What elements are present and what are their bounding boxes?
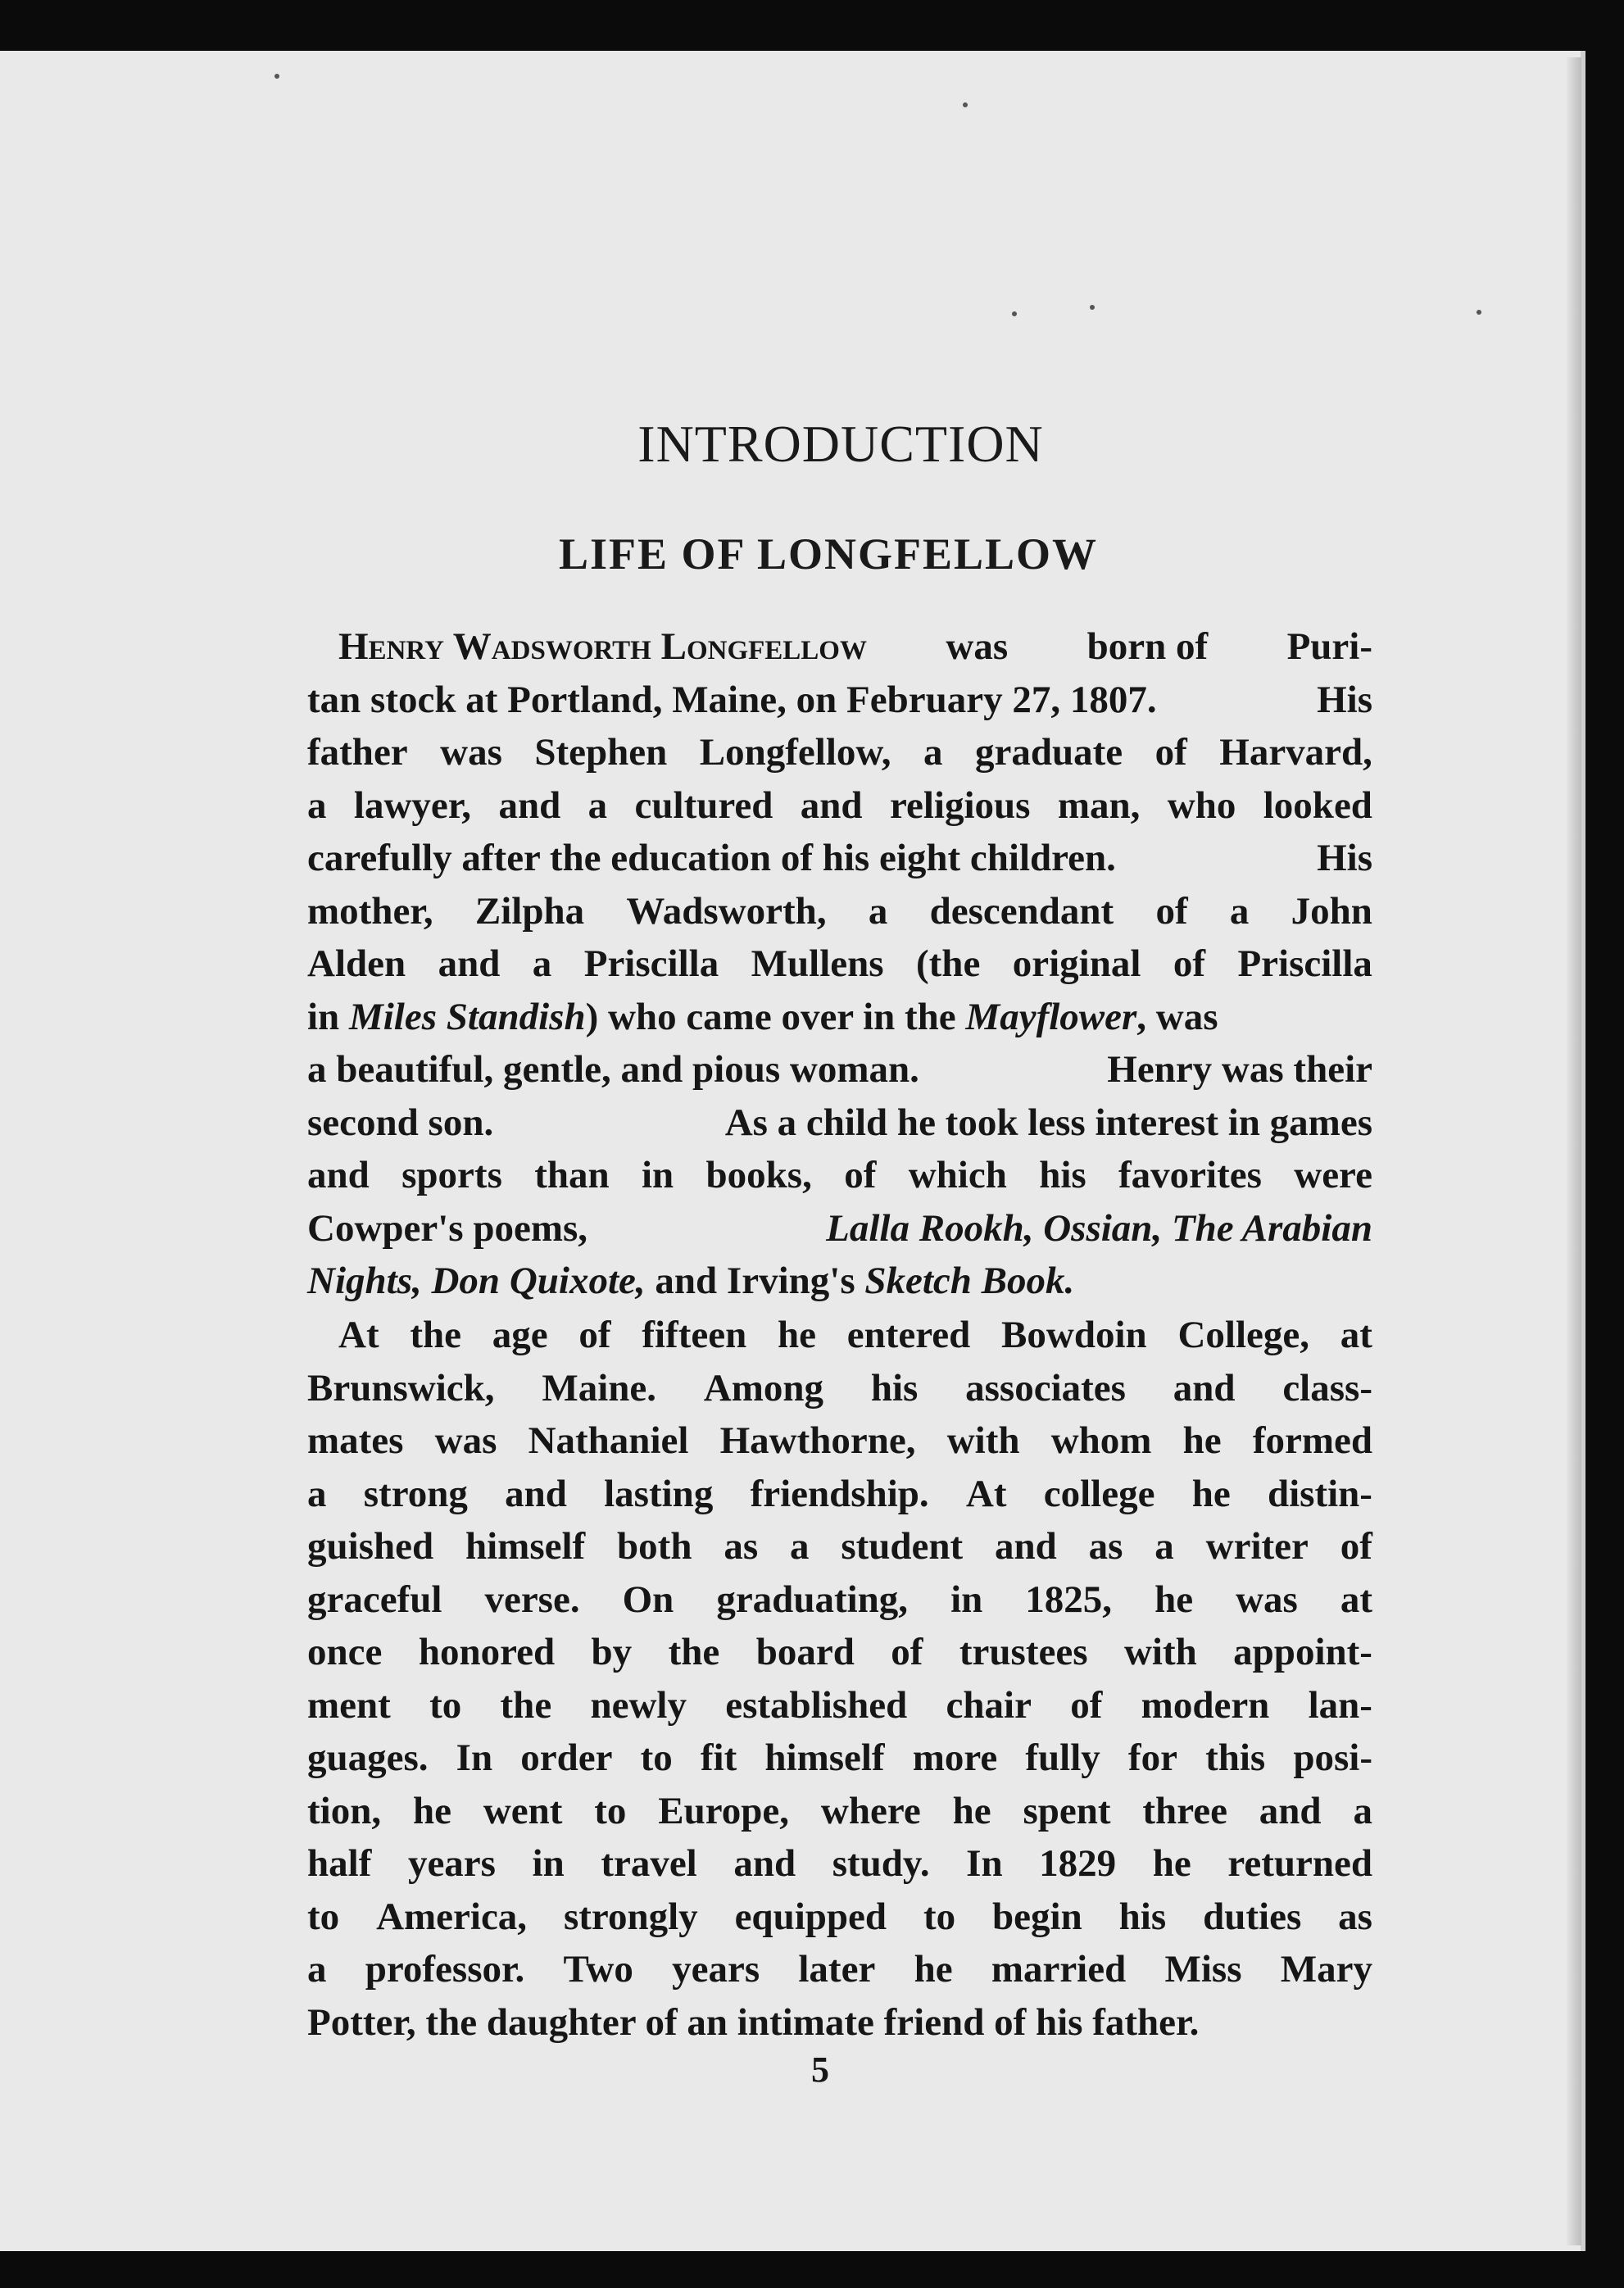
text-word: Bowdoin [1001,1314,1147,1356]
text-segment: and Irving's [655,1260,855,1302]
text-word: a [532,942,552,985]
text-word: graduate [974,731,1123,774]
text-word: Maine. [542,1366,656,1410]
text-line [307,991,1372,1044]
text-line [307,885,1372,938]
speck [1477,310,1481,315]
text-word: original [1012,942,1141,985]
text-word: guages. [307,1736,429,1779]
text-word: and [307,1154,370,1196]
text-word: by [591,1631,633,1673]
text-word: sports [401,1154,502,1196]
text-word: was [440,731,502,774]
text-word: books, [705,1154,812,1196]
text-word: to [594,1789,627,1832]
text-word: Zilpha [474,889,585,933]
text-word: chair [946,1683,1032,1727]
text-word: to [923,1895,956,1938]
text-word: fit [700,1736,737,1779]
text-line [307,674,1372,727]
speck [274,74,279,79]
speck [963,102,968,107]
text-line [307,1255,1372,1308]
text-word: to [640,1736,673,1779]
text-word: of [1340,1525,1372,1568]
text-word: At [338,1314,379,1356]
text-word: the [668,1631,720,1673]
text-word: lan- [1308,1683,1372,1727]
text-word: his [870,1366,919,1410]
text-word: On [622,1578,674,1621]
text-segment: Cowper's poems, [307,1206,588,1250]
text-word: Harvard, [1219,731,1372,774]
text-segment: As a child he took less interest in games [724,1101,1372,1144]
text-word: whom [1050,1419,1152,1462]
text-line [307,1732,1372,1785]
text-word: board [755,1631,855,1673]
text-line [307,832,1372,885]
text-word: Stephen [534,731,668,774]
text-word: more [912,1736,998,1779]
text-word: married [991,1948,1127,1991]
text-line [307,1202,1372,1255]
text-word: in [950,1578,983,1621]
text-word: of [891,1631,923,1673]
text-word: (the [916,942,981,985]
page-edge [1567,57,1581,2245]
text-word: and [800,783,863,827]
text-word: went [483,1789,563,1832]
text-word: returned [1227,1842,1372,1885]
text-word: friendship. [750,1472,929,1515]
text-word: Priscilla [583,942,719,985]
text-segment: Henry was their [1107,1048,1372,1091]
text-word: and [498,783,561,827]
text-word: he [914,1948,953,1991]
text-word: America, [376,1895,528,1938]
text-word: established [725,1683,908,1727]
text-word: as [1088,1525,1123,1568]
text-word: descendant [929,889,1114,933]
text-word: distin- [1267,1472,1372,1515]
text-line [307,620,1372,674]
text-line [307,1573,1372,1627]
text-line [307,726,1372,779]
text-word: lawyer, [353,783,472,827]
text-word: Among [703,1366,824,1410]
text-word: duties [1203,1895,1302,1938]
chapter-subheading: LIFE OF LONGFELLOW [558,529,1099,579]
text-word [307,991,1218,1044]
text-word: this [1205,1736,1266,1779]
text-word: of [578,1314,611,1356]
author-name: Henry Wadsworth Longfellow [338,625,867,668]
text-line [307,1414,1372,1468]
text-word: himself [764,1736,885,1779]
text-word: he [1152,1842,1191,1885]
text-word: of [844,1154,877,1196]
text-word: mates [307,1419,404,1462]
text-line [307,1096,1372,1150]
text-line [307,1785,1372,1838]
text-line [307,1362,1372,1415]
text-word: man, [1057,783,1141,827]
text-line [307,1309,1372,1362]
text-word: he [1191,1472,1231,1515]
text-word: a [923,731,943,774]
book-titles: Lalla Rookh, Ossian, The Arabian [826,1206,1372,1250]
text-word: and [995,1525,1057,1568]
text-word: appoint- [1233,1631,1372,1673]
text-word: guished [307,1525,434,1568]
text-word: a [307,1948,327,1991]
text-word: 1825, [1025,1578,1113,1621]
text-line [307,1043,1372,1096]
text-word: the [410,1314,462,1356]
text-word: as [724,1525,759,1568]
text-word: and [1173,1366,1236,1410]
text-word: of [1070,1683,1103,1727]
speck [1090,305,1095,310]
text-word: fifteen [642,1314,747,1356]
text-word: he [1154,1578,1194,1621]
text-word: to [307,1895,340,1938]
text-line [307,1837,1372,1891]
text-word: graceful [307,1578,442,1621]
text-word: posi- [1293,1736,1372,1779]
text-word: the [500,1683,552,1727]
text-word: looked [1263,783,1372,827]
text-word: a [789,1525,810,1568]
text-word: a [307,783,327,827]
text-word: which [908,1154,1007,1196]
text-word: honored [418,1631,556,1673]
text-word: years [407,1842,496,1885]
text-word: Europe, [658,1789,790,1832]
text-word: with [946,1419,1020,1462]
title-sketch-book: Sketch Book. [864,1260,1075,1302]
title-miles-standish: Miles Standish [348,995,586,1038]
text-word: Mullens [751,942,884,985]
text-word: and [505,1472,567,1515]
text-word: a [587,783,608,827]
text-line [307,779,1372,833]
text-word: lasting [604,1472,714,1515]
text-word: his [1039,1154,1086,1196]
text-word: favorites [1118,1154,1262,1196]
text-line [307,937,1372,991]
text-word: strongly [563,1895,698,1938]
text-word: student [841,1525,964,1568]
text-word: himself [465,1525,586,1568]
text-word: he [412,1789,451,1832]
text-word: trustees [959,1631,1088,1673]
text-line [307,1891,1372,1944]
text-word: was [434,1419,497,1462]
section-heading: INTRODUCTION [637,415,1044,473]
page-number: 5 [811,2050,829,2090]
text-word: spent [1023,1789,1111,1832]
text-word: of [1155,889,1188,933]
speck [1012,311,1017,316]
text-word: In [966,1842,1003,1885]
text-word: Brunswick, [307,1366,495,1410]
text-word: Miss [1164,1948,1242,1991]
text-word: once [307,1631,383,1673]
text-word: At [965,1472,1007,1515]
text-word: half [307,1842,372,1885]
text-word: both [617,1525,692,1568]
text-word: and [1259,1789,1322,1832]
text-segment: ) who came over in the [585,995,956,1038]
text-word: father [307,731,408,774]
text-word: verse. [484,1578,580,1621]
text-word: three [1142,1789,1227,1832]
text-word: born of [1086,625,1209,668]
text-word: age [492,1314,548,1356]
text-word: in [307,995,340,1038]
text-word: formed [1252,1419,1372,1462]
text-line: Potter, the daughter of an intimate friend of his father. [307,2000,1200,2044]
text-word: Mary [1280,1948,1372,1991]
text-word: Longfellow, [699,731,891,774]
text-word: tion, [307,1789,382,1832]
text-word: John [1291,889,1372,933]
text-word: study. [832,1842,930,1885]
book-titles: Nights, Don Quixote, [307,1260,646,1302]
text-word: a [1154,1525,1174,1568]
text-word: Priscilla [1237,942,1372,985]
text-word: to [429,1683,462,1727]
text-word: with [1123,1631,1197,1673]
text-word: travel [601,1842,697,1885]
text-segment: carefully after the education of his eight children. [307,837,1116,879]
text-word: Hawthorne, [719,1419,916,1462]
text-line [307,1468,1372,1521]
text-word: graduating, [716,1578,909,1621]
paragraph-1 [307,620,1372,1308]
text-word: years [672,1948,760,1991]
text-word: who [1167,783,1236,827]
text-word: ment [307,1683,391,1727]
text-word: Two [563,1948,633,1991]
text-word: where [820,1789,921,1832]
text-word: entered [846,1314,971,1356]
text-word: associates [965,1366,1126,1410]
text-word: Nathaniel [528,1419,689,1462]
text-segment: tan stock at Portland, Maine, on February 27, 1807. [307,678,1157,721]
text-word: he [1182,1419,1222,1462]
text-word: of [1173,942,1206,985]
text-word: for [1127,1736,1177,1779]
text-word: His [1317,678,1372,721]
text-word: college [1043,1472,1155,1515]
text-word: he [952,1789,991,1832]
text-word: a [1229,889,1250,933]
text-word: Alden [307,942,406,985]
text-word: in [532,1842,565,1885]
text-word: was [946,625,1009,668]
text-word: professor. [365,1948,525,1991]
text-segment: a beautiful, gentle, and pious woman. [307,1048,919,1091]
text-word: Wadsworth, [626,889,827,933]
title-mayflower: Mayflower [965,995,1137,1038]
text-word: order [520,1736,613,1779]
text-word: than [534,1154,610,1196]
text-word: class- [1282,1366,1372,1410]
text-word: strong [363,1472,468,1515]
text-word: a [1353,1789,1372,1832]
text-word: newly [590,1683,687,1727]
text-word: at [1340,1578,1372,1621]
text-word: begin [992,1895,1082,1938]
text-word: religious [889,783,1031,827]
text-word: a [307,1472,327,1515]
text-word: as [1338,1895,1372,1938]
text-line [307,1520,1372,1573]
text-word: in [641,1154,674,1196]
text-word: cultured [634,783,773,827]
text-word: he [777,1314,816,1356]
text-line [307,1679,1372,1732]
text-word: of [1154,731,1187,774]
text-word: equipped [734,1895,887,1938]
text-word: were [1294,1154,1372,1196]
text-word: mother, [307,889,433,933]
text-word: modern [1141,1683,1270,1727]
text-word: In [456,1736,493,1779]
text-word: writer [1205,1525,1309,1568]
text-word: was [1236,1578,1298,1621]
text-line [307,1943,1372,1996]
paragraph-2 [307,1309,1372,2049]
text-word: 1829 [1039,1842,1117,1885]
text-word: and [733,1842,796,1885]
text-word: His [1317,837,1372,879]
text-word: later [798,1948,876,1991]
text-word: a [868,889,888,933]
text-word: College, [1177,1314,1309,1356]
text-word: Puri- [1286,625,1372,668]
text-word: and [438,942,501,985]
text-word: fully [1025,1736,1100,1779]
text-segment: second son. [307,1101,494,1144]
text-line [307,1149,1372,1202]
text-word: at [1340,1314,1372,1356]
text-line [307,1626,1372,1679]
text-word: , was [1136,995,1218,1038]
text-word: his [1118,1895,1167,1938]
